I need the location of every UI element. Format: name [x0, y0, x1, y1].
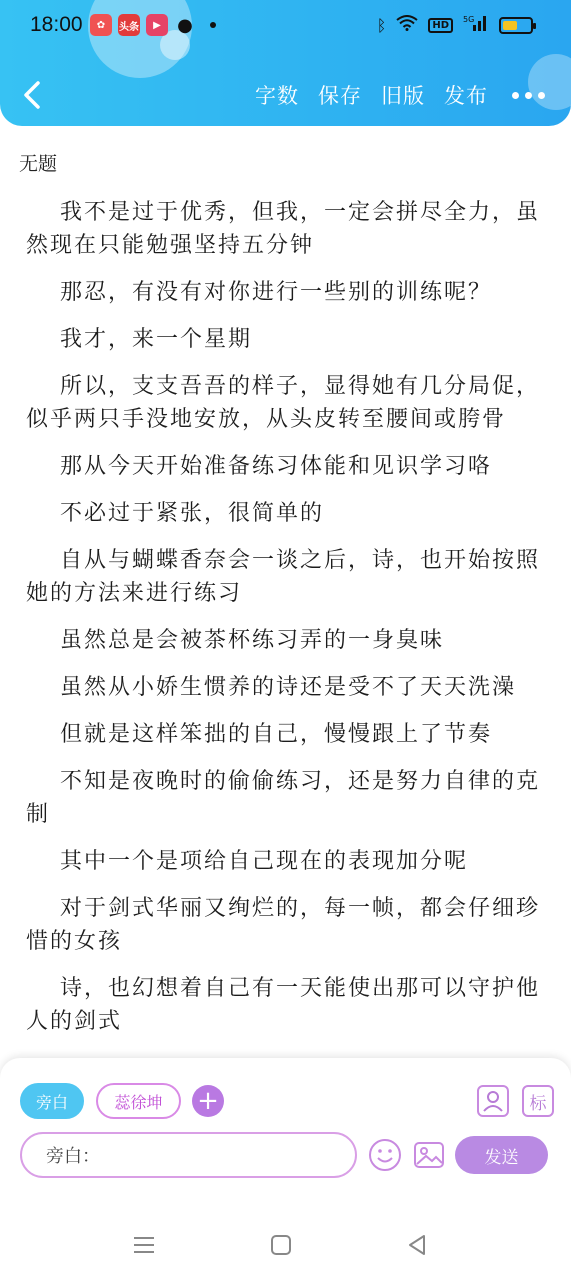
- system-nav-bar: [0, 1210, 571, 1280]
- header-actions: [236, 80, 545, 110]
- notification-icons: [90, 14, 216, 36]
- chevron-left-icon: [18, 77, 48, 113]
- status-bar: [0, 0, 571, 52]
- old-version-button[interactable]: 旧版: [381, 84, 425, 108]
- paragraph: 不必过于紧张，很简单的: [60, 501, 325, 526]
- paragraph: 自从与蝴蝶香奈会一谈之后，诗，也开始按照她的方法来进行练习: [26, 548, 541, 606]
- signal-icon: [463, 14, 489, 36]
- back-button[interactable]: [18, 77, 48, 113]
- send-button[interactable]: 发送: [455, 1136, 548, 1174]
- paragraph: 虽然从小娇生惯养的诗还是受不了天天洗澡: [60, 675, 517, 700]
- battery-icon: [499, 17, 533, 34]
- paragraph: 不知是夜晚时的偷偷练习，还是努力自律的克制: [26, 769, 541, 827]
- paragraph: 所以，支支吾吾的样子，显得她有几分局促，似乎两只手没地安放，从头皮转至腰间或胯骨: [26, 374, 541, 432]
- word-count-button[interactable]: 字数: [255, 84, 299, 108]
- nav-back-icon[interactable]: [404, 1232, 430, 1258]
- paragraph: 那从今天开始准备练习体能和见识学习咯: [60, 454, 493, 479]
- character-avatar-button[interactable]: [477, 1085, 509, 1117]
- paragraph: 我才，来一个星期: [60, 327, 253, 352]
- paragraph: 我不是过于优秀，但我，一定会拼尽全力，虽然现在只能勉强坚持五分钟: [26, 200, 541, 258]
- tag-button[interactable]: 标: [522, 1085, 554, 1117]
- person-icon: [482, 1089, 504, 1113]
- add-role-button[interactable]: +: [192, 1085, 224, 1117]
- paragraph: 诗，也幻想着自己有一天能使出那可以守护他人的剑式: [26, 976, 541, 1034]
- paragraph: 对于剑式华丽又绚烂的，每一帧，都会仔细珍惜的女孩: [26, 896, 541, 954]
- paragraph: 但就是这样笨拙的自己，慢慢跟上了节奏: [60, 722, 493, 747]
- home-icon[interactable]: [268, 1232, 294, 1258]
- network-label: 5G: [463, 15, 475, 24]
- wifi-icon: [396, 15, 418, 35]
- paragraph: 其中一个是项给自己现在的表现加分呢: [60, 849, 469, 874]
- publish-button[interactable]: 发布: [444, 84, 488, 108]
- recent-apps-icon[interactable]: [131, 1232, 157, 1258]
- bluetooth-icon: ᛒ: [376, 15, 387, 35]
- app-header: [0, 0, 571, 126]
- image-button[interactable]: [412, 1138, 446, 1172]
- composer-panel: [0, 1058, 571, 1210]
- document-title[interactable]: 无题: [19, 153, 58, 175]
- paragraph: 虽然总是会被茶杯练习弄的一身臭味: [60, 628, 445, 653]
- video-icon: ▶: [146, 14, 168, 36]
- more-notifications-dot: [210, 22, 216, 28]
- status-time: 18:00: [30, 13, 83, 36]
- paint-icon: ✿: [90, 14, 112, 36]
- picture-icon: [412, 1138, 446, 1172]
- emoji-button[interactable]: [368, 1138, 402, 1172]
- smiley-icon: [368, 1138, 402, 1172]
- hd-icon: HD: [428, 18, 453, 33]
- wechat-icon: ●: [177, 14, 193, 36]
- message-input[interactable]: 旁白：: [20, 1132, 357, 1178]
- role-chip-narrator[interactable]: 旁白: [20, 1083, 84, 1119]
- system-icons: [377, 14, 533, 36]
- save-button[interactable]: 保存: [318, 84, 362, 108]
- toutiao-icon: 头条: [118, 14, 140, 36]
- role-chip-character[interactable]: 蕊徐坤: [96, 1083, 181, 1119]
- paragraph: 那忍，有没有对你进行一些别的训练呢？: [60, 280, 493, 305]
- document-body[interactable]: [26, 196, 546, 1056]
- more-icon[interactable]: [512, 92, 545, 99]
